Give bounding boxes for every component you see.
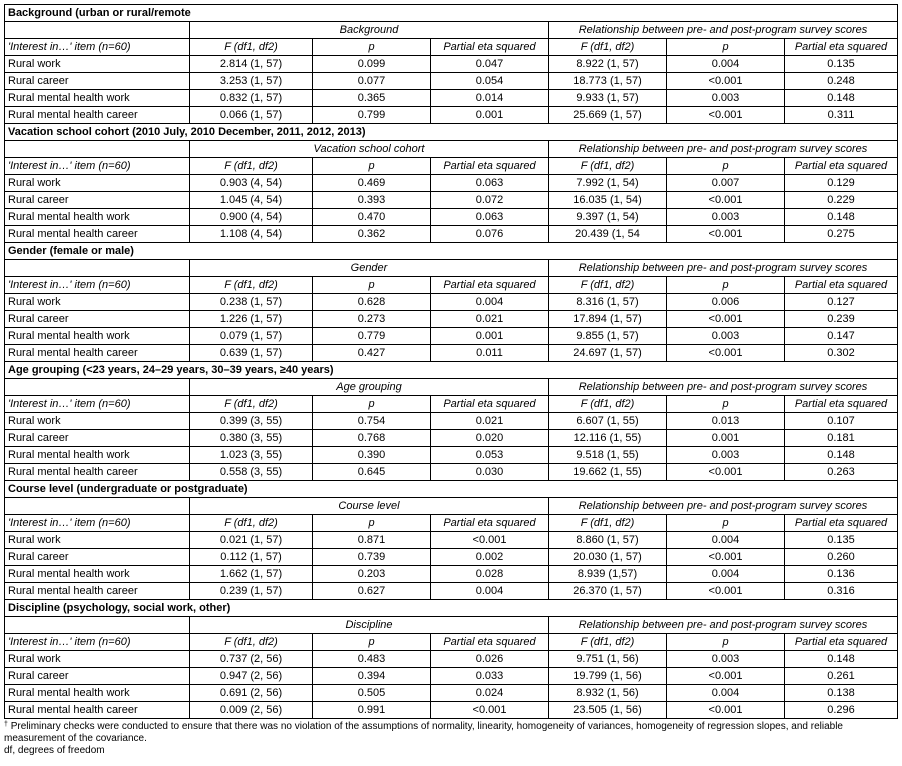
item-label: Rural career (5, 549, 190, 566)
relationship-header: Relationship between pre- and post-program survey scores (549, 22, 898, 39)
column-header: Partial eta squared (785, 277, 898, 294)
value-cell: <0.001 (431, 532, 549, 549)
value-cell: 0.148 (785, 651, 898, 668)
value-cell: 0.129 (785, 175, 898, 192)
footnote-mark: † (4, 721, 8, 728)
value-cell: 0.275 (785, 226, 898, 243)
value-cell: 0.390 (313, 447, 431, 464)
value-cell: 19.662 (1, 55) (549, 464, 667, 481)
column-header: Partial eta squared (785, 634, 898, 651)
column-header: p (313, 515, 431, 532)
section-title-row (5, 481, 898, 498)
table-row (5, 226, 898, 243)
group-header: Gender (190, 260, 549, 277)
column-header: F (df1, df2) (549, 515, 667, 532)
empty-corner-cell (5, 22, 190, 39)
table-row (5, 209, 898, 226)
value-cell: 0.028 (431, 566, 549, 583)
table-row (5, 549, 898, 566)
table-notes (4, 721, 884, 757)
empty-corner-cell (5, 498, 190, 515)
column-header: p (313, 158, 431, 175)
value-cell: 0.003 (667, 209, 785, 226)
column-header: p (667, 634, 785, 651)
item-label: Rural mental health career (5, 583, 190, 600)
group-header-row (5, 498, 898, 515)
item-label: Rural mental health work (5, 447, 190, 464)
value-cell: 0.362 (313, 226, 431, 243)
column-header: p (313, 634, 431, 651)
value-cell: 9.855 (1, 57) (549, 328, 667, 345)
item-label: Rural career (5, 430, 190, 447)
group-header: Background (190, 22, 549, 39)
value-cell: 0.112 (1, 57) (190, 549, 313, 566)
value-cell: 0.026 (431, 651, 549, 668)
table-row (5, 90, 898, 107)
item-label: Rural career (5, 73, 190, 90)
value-cell: 0.147 (785, 328, 898, 345)
value-cell: 1.662 (1, 57) (190, 566, 313, 583)
table-row (5, 532, 898, 549)
value-cell: 0.768 (313, 430, 431, 447)
item-label: Rural mental health career (5, 702, 190, 719)
value-cell: 0.099 (313, 56, 431, 73)
value-cell: 0.002 (431, 549, 549, 566)
table-row (5, 175, 898, 192)
value-cell: <0.001 (667, 311, 785, 328)
value-cell: 0.003 (667, 328, 785, 345)
section-title-row (5, 5, 898, 22)
table-row (5, 583, 898, 600)
column-header: F (df1, df2) (190, 277, 313, 294)
value-cell: 0.007 (667, 175, 785, 192)
column-header: Partial eta squared (431, 396, 549, 413)
relationship-header: Relationship between pre- and post-program survey scores (549, 617, 898, 634)
value-cell: 0.380 (3, 55) (190, 430, 313, 447)
column-header: p (313, 396, 431, 413)
section-title-row (5, 362, 898, 379)
table-row (5, 192, 898, 209)
section-title-row (5, 600, 898, 617)
value-cell: 0.483 (313, 651, 431, 668)
column-header-row (5, 277, 898, 294)
item-column-header: 'Interest in…' item (n=60) (5, 515, 190, 532)
empty-corner-cell (5, 379, 190, 396)
column-header: p (667, 277, 785, 294)
column-header: F (df1, df2) (549, 634, 667, 651)
value-cell: 19.799 (1, 56) (549, 668, 667, 685)
table-row (5, 107, 898, 124)
item-label: Rural mental health work (5, 209, 190, 226)
footnote-text: Preliminary checks were conducted to ensure that there was no violation of the assumptions of normality, linearity, homogeneity of variances, homogeneity of regression slopes, and reliable measurement of the covariance. (4, 721, 843, 744)
value-cell: 17.894 (1, 57) (549, 311, 667, 328)
group-header-row (5, 617, 898, 634)
value-cell: 0.053 (431, 447, 549, 464)
value-cell: 2.814 (1, 57) (190, 56, 313, 73)
table-row (5, 73, 898, 90)
value-cell: 0.135 (785, 56, 898, 73)
value-cell: 0.903 (4, 54) (190, 175, 313, 192)
group-header-row (5, 22, 898, 39)
value-cell: 0.365 (313, 90, 431, 107)
relationship-header: Relationship between pre- and post-program survey scores (549, 260, 898, 277)
value-cell: 0.004 (667, 56, 785, 73)
group-header: Course level (190, 498, 549, 515)
column-header-row (5, 396, 898, 413)
value-cell: 0.079 (1, 57) (190, 328, 313, 345)
value-cell: 0.003 (667, 651, 785, 668)
item-label: Rural work (5, 175, 190, 192)
value-cell: 0.248 (785, 73, 898, 90)
relationship-header: Relationship between pre- and post-program survey scores (549, 141, 898, 158)
value-cell: <0.001 (667, 345, 785, 362)
item-label: Rural career (5, 311, 190, 328)
item-label: Rural mental health work (5, 685, 190, 702)
column-header: p (667, 515, 785, 532)
value-cell: 0.273 (313, 311, 431, 328)
section-title: Gender (female or male) (5, 243, 898, 260)
value-cell: <0.001 (431, 702, 549, 719)
group-header-row (5, 379, 898, 396)
item-label: Rural work (5, 532, 190, 549)
column-header: Partial eta squared (785, 396, 898, 413)
value-cell: 0.260 (785, 549, 898, 566)
value-cell: <0.001 (667, 73, 785, 90)
value-cell: 0.024 (431, 685, 549, 702)
value-cell: 0.302 (785, 345, 898, 362)
item-label: Rural work (5, 294, 190, 311)
column-header: Partial eta squared (785, 515, 898, 532)
value-cell: 0.399 (3, 55) (190, 413, 313, 430)
value-cell: 24.697 (1, 57) (549, 345, 667, 362)
value-cell: 7.992 (1, 54) (549, 175, 667, 192)
value-cell: 0.739 (313, 549, 431, 566)
footnote (4, 721, 884, 745)
section-title-row (5, 243, 898, 260)
value-cell: 9.751 (1, 56) (549, 651, 667, 668)
value-cell: 0.136 (785, 566, 898, 583)
group-header: Discipline (190, 617, 549, 634)
column-header: p (667, 158, 785, 175)
value-cell: 3.253 (1, 57) (190, 73, 313, 90)
value-cell: <0.001 (667, 226, 785, 243)
section-title: Background (urban or rural/remote (5, 5, 898, 22)
value-cell: 1.226 (1, 57) (190, 311, 313, 328)
table-row (5, 447, 898, 464)
column-header: F (df1, df2) (190, 634, 313, 651)
value-cell: 0.006 (667, 294, 785, 311)
column-header: Partial eta squared (431, 634, 549, 651)
column-header: F (df1, df2) (190, 396, 313, 413)
item-label: Rural mental health career (5, 107, 190, 124)
value-cell: 20.439 (1, 54 (549, 226, 667, 243)
column-header: F (df1, df2) (190, 158, 313, 175)
item-label: Rural mental health career (5, 464, 190, 481)
item-label: Rural mental health career (5, 226, 190, 243)
section-title: Age grouping (<23 years, 24–29 years, 30–39 years, ≥40 years) (5, 362, 898, 379)
value-cell: 0.779 (313, 328, 431, 345)
value-cell: 26.370 (1, 57) (549, 583, 667, 600)
item-column-header: 'Interest in…' item (n=60) (5, 396, 190, 413)
value-cell: 8.860 (1, 57) (549, 532, 667, 549)
value-cell: 0.316 (785, 583, 898, 600)
value-cell: 0.639 (1, 57) (190, 345, 313, 362)
value-cell: 0.947 (2, 56) (190, 668, 313, 685)
table-row (5, 413, 898, 430)
value-cell: 8.939 (1,57) (549, 566, 667, 583)
df-note: df, degrees of freedom (4, 745, 105, 756)
table-row (5, 464, 898, 481)
value-cell: 0.148 (785, 447, 898, 464)
value-cell: 0.001 (431, 107, 549, 124)
column-header-row (5, 515, 898, 532)
value-cell: 0.645 (313, 464, 431, 481)
value-cell: 0.020 (431, 430, 549, 447)
column-header: Partial eta squared (431, 277, 549, 294)
value-cell: 0.047 (431, 56, 549, 73)
value-cell: 8.932 (1, 56) (549, 685, 667, 702)
group-header-row (5, 141, 898, 158)
column-header: Partial eta squared (785, 39, 898, 56)
item-column-header: 'Interest in…' item (n=60) (5, 277, 190, 294)
relationship-header: Relationship between pre- and post-program survey scores (549, 379, 898, 396)
column-header: p (313, 277, 431, 294)
value-cell: 0.558 (3, 55) (190, 464, 313, 481)
value-cell: 18.773 (1, 57) (549, 73, 667, 90)
value-cell: 0.072 (431, 192, 549, 209)
column-header: Partial eta squared (431, 515, 549, 532)
value-cell: 0.014 (431, 90, 549, 107)
value-cell: 9.933 (1, 57) (549, 90, 667, 107)
value-cell: 9.518 (1, 55) (549, 447, 667, 464)
empty-corner-cell (5, 141, 190, 158)
table-row (5, 311, 898, 328)
value-cell: 0.004 (667, 532, 785, 549)
value-cell: 0.148 (785, 209, 898, 226)
value-cell: 0.203 (313, 566, 431, 583)
value-cell: 16.035 (1, 54) (549, 192, 667, 209)
value-cell: 0.296 (785, 702, 898, 719)
column-header: F (df1, df2) (190, 39, 313, 56)
relationship-header: Relationship between pre- and post-program survey scores (549, 498, 898, 515)
value-cell: <0.001 (667, 192, 785, 209)
value-cell: 0.013 (667, 413, 785, 430)
value-cell: 1.108 (4, 54) (190, 226, 313, 243)
value-cell: 0.470 (313, 209, 431, 226)
value-cell: 9.397 (1, 54) (549, 209, 667, 226)
item-label: Rural work (5, 413, 190, 430)
value-cell: 0.004 (431, 583, 549, 600)
table-row (5, 668, 898, 685)
value-cell: 0.003 (667, 90, 785, 107)
column-header-row (5, 634, 898, 651)
results-document (4, 4, 897, 757)
column-header: Partial eta squared (785, 158, 898, 175)
value-cell: 0.009 (2, 56) (190, 702, 313, 719)
column-header: Partial eta squared (431, 39, 549, 56)
ancova-results-table (4, 4, 898, 719)
value-cell: 0.239 (1, 57) (190, 583, 313, 600)
value-cell: 20.030 (1, 57) (549, 549, 667, 566)
table-row (5, 430, 898, 447)
group-header: Vacation school cohort (190, 141, 549, 158)
value-cell: 0.991 (313, 702, 431, 719)
value-cell: 0.135 (785, 532, 898, 549)
item-column-header: 'Interest in…' item (n=60) (5, 634, 190, 651)
value-cell: 0.799 (313, 107, 431, 124)
column-header: F (df1, df2) (549, 396, 667, 413)
table-row (5, 56, 898, 73)
value-cell: 0.004 (431, 294, 549, 311)
item-label: Rural mental health work (5, 328, 190, 345)
value-cell: 0.239 (785, 311, 898, 328)
value-cell: 0.754 (313, 413, 431, 430)
group-header: Age grouping (190, 379, 549, 396)
table-row (5, 294, 898, 311)
column-header: p (313, 39, 431, 56)
value-cell: 0.628 (313, 294, 431, 311)
value-cell: 0.737 (2, 56) (190, 651, 313, 668)
value-cell: 0.505 (313, 685, 431, 702)
value-cell: 0.138 (785, 685, 898, 702)
value-cell: 0.229 (785, 192, 898, 209)
value-cell: 0.148 (785, 90, 898, 107)
table-row (5, 566, 898, 583)
value-cell: 0.077 (313, 73, 431, 90)
value-cell: 0.311 (785, 107, 898, 124)
value-cell: 0.871 (313, 532, 431, 549)
column-header: F (df1, df2) (549, 158, 667, 175)
value-cell: 23.505 (1, 56) (549, 702, 667, 719)
empty-corner-cell (5, 260, 190, 277)
value-cell: 0.004 (667, 566, 785, 583)
table-row (5, 702, 898, 719)
value-cell: 0.076 (431, 226, 549, 243)
column-header: Partial eta squared (431, 158, 549, 175)
value-cell: <0.001 (667, 464, 785, 481)
value-cell: 6.607 (1, 55) (549, 413, 667, 430)
table-row (5, 685, 898, 702)
group-header-row (5, 260, 898, 277)
column-header: F (df1, df2) (549, 277, 667, 294)
value-cell: 0.054 (431, 73, 549, 90)
value-cell: 0.394 (313, 668, 431, 685)
value-cell: 0.181 (785, 430, 898, 447)
value-cell: 0.127 (785, 294, 898, 311)
value-cell: 0.691 (2, 56) (190, 685, 313, 702)
value-cell: <0.001 (667, 107, 785, 124)
value-cell: 0.261 (785, 668, 898, 685)
value-cell: 8.922 (1, 57) (549, 56, 667, 73)
item-label: Rural career (5, 668, 190, 685)
value-cell: 0.063 (431, 175, 549, 192)
item-label: Rural mental health work (5, 566, 190, 583)
item-label: Rural work (5, 56, 190, 73)
value-cell: 0.063 (431, 209, 549, 226)
value-cell: 0.001 (667, 430, 785, 447)
value-cell: 0.066 (1, 57) (190, 107, 313, 124)
column-header-row (5, 39, 898, 56)
value-cell: <0.001 (667, 702, 785, 719)
value-cell: <0.001 (667, 583, 785, 600)
value-cell: 0.021 (431, 311, 549, 328)
empty-corner-cell (5, 617, 190, 634)
table-row (5, 328, 898, 345)
item-column-header: 'Interest in…' item (n=60) (5, 39, 190, 56)
column-header-row (5, 158, 898, 175)
section-title: Discipline (psychology, social work, other) (5, 600, 898, 617)
value-cell: 0.001 (431, 328, 549, 345)
value-cell: 0.627 (313, 583, 431, 600)
value-cell: 0.030 (431, 464, 549, 481)
section-title: Vacation school cohort (2010 July, 2010 December, 2011, 2012, 2013) (5, 124, 898, 141)
value-cell: 12.116 (1, 55) (549, 430, 667, 447)
value-cell: 0.393 (313, 192, 431, 209)
value-cell: 0.003 (667, 447, 785, 464)
value-cell: 1.023 (3, 55) (190, 447, 313, 464)
value-cell: 0.033 (431, 668, 549, 685)
item-label: Rural career (5, 192, 190, 209)
item-label: Rural mental health career (5, 345, 190, 362)
column-header: F (df1, df2) (549, 39, 667, 56)
column-header: p (667, 396, 785, 413)
column-header: p (667, 39, 785, 56)
value-cell: <0.001 (667, 668, 785, 685)
table-row (5, 651, 898, 668)
item-label: Rural mental health work (5, 90, 190, 107)
value-cell: 1.045 (4, 54) (190, 192, 313, 209)
item-column-header: 'Interest in…' item (n=60) (5, 158, 190, 175)
value-cell: 0.011 (431, 345, 549, 362)
column-header: F (df1, df2) (190, 515, 313, 532)
value-cell: 25.669 (1, 57) (549, 107, 667, 124)
value-cell: 0.004 (667, 685, 785, 702)
value-cell: 0.021 (1, 57) (190, 532, 313, 549)
value-cell: 0.900 (4, 54) (190, 209, 313, 226)
value-cell: 8.316 (1, 57) (549, 294, 667, 311)
value-cell: 0.238 (1, 57) (190, 294, 313, 311)
value-cell: <0.001 (667, 549, 785, 566)
value-cell: 0.832 (1, 57) (190, 90, 313, 107)
value-cell: 0.469 (313, 175, 431, 192)
section-title-row (5, 124, 898, 141)
item-label: Rural work (5, 651, 190, 668)
section-title: Course level (undergraduate or postgraduate) (5, 481, 898, 498)
table-body (5, 5, 898, 719)
value-cell: 0.427 (313, 345, 431, 362)
value-cell: 0.263 (785, 464, 898, 481)
value-cell: 0.107 (785, 413, 898, 430)
value-cell: 0.021 (431, 413, 549, 430)
table-row (5, 345, 898, 362)
